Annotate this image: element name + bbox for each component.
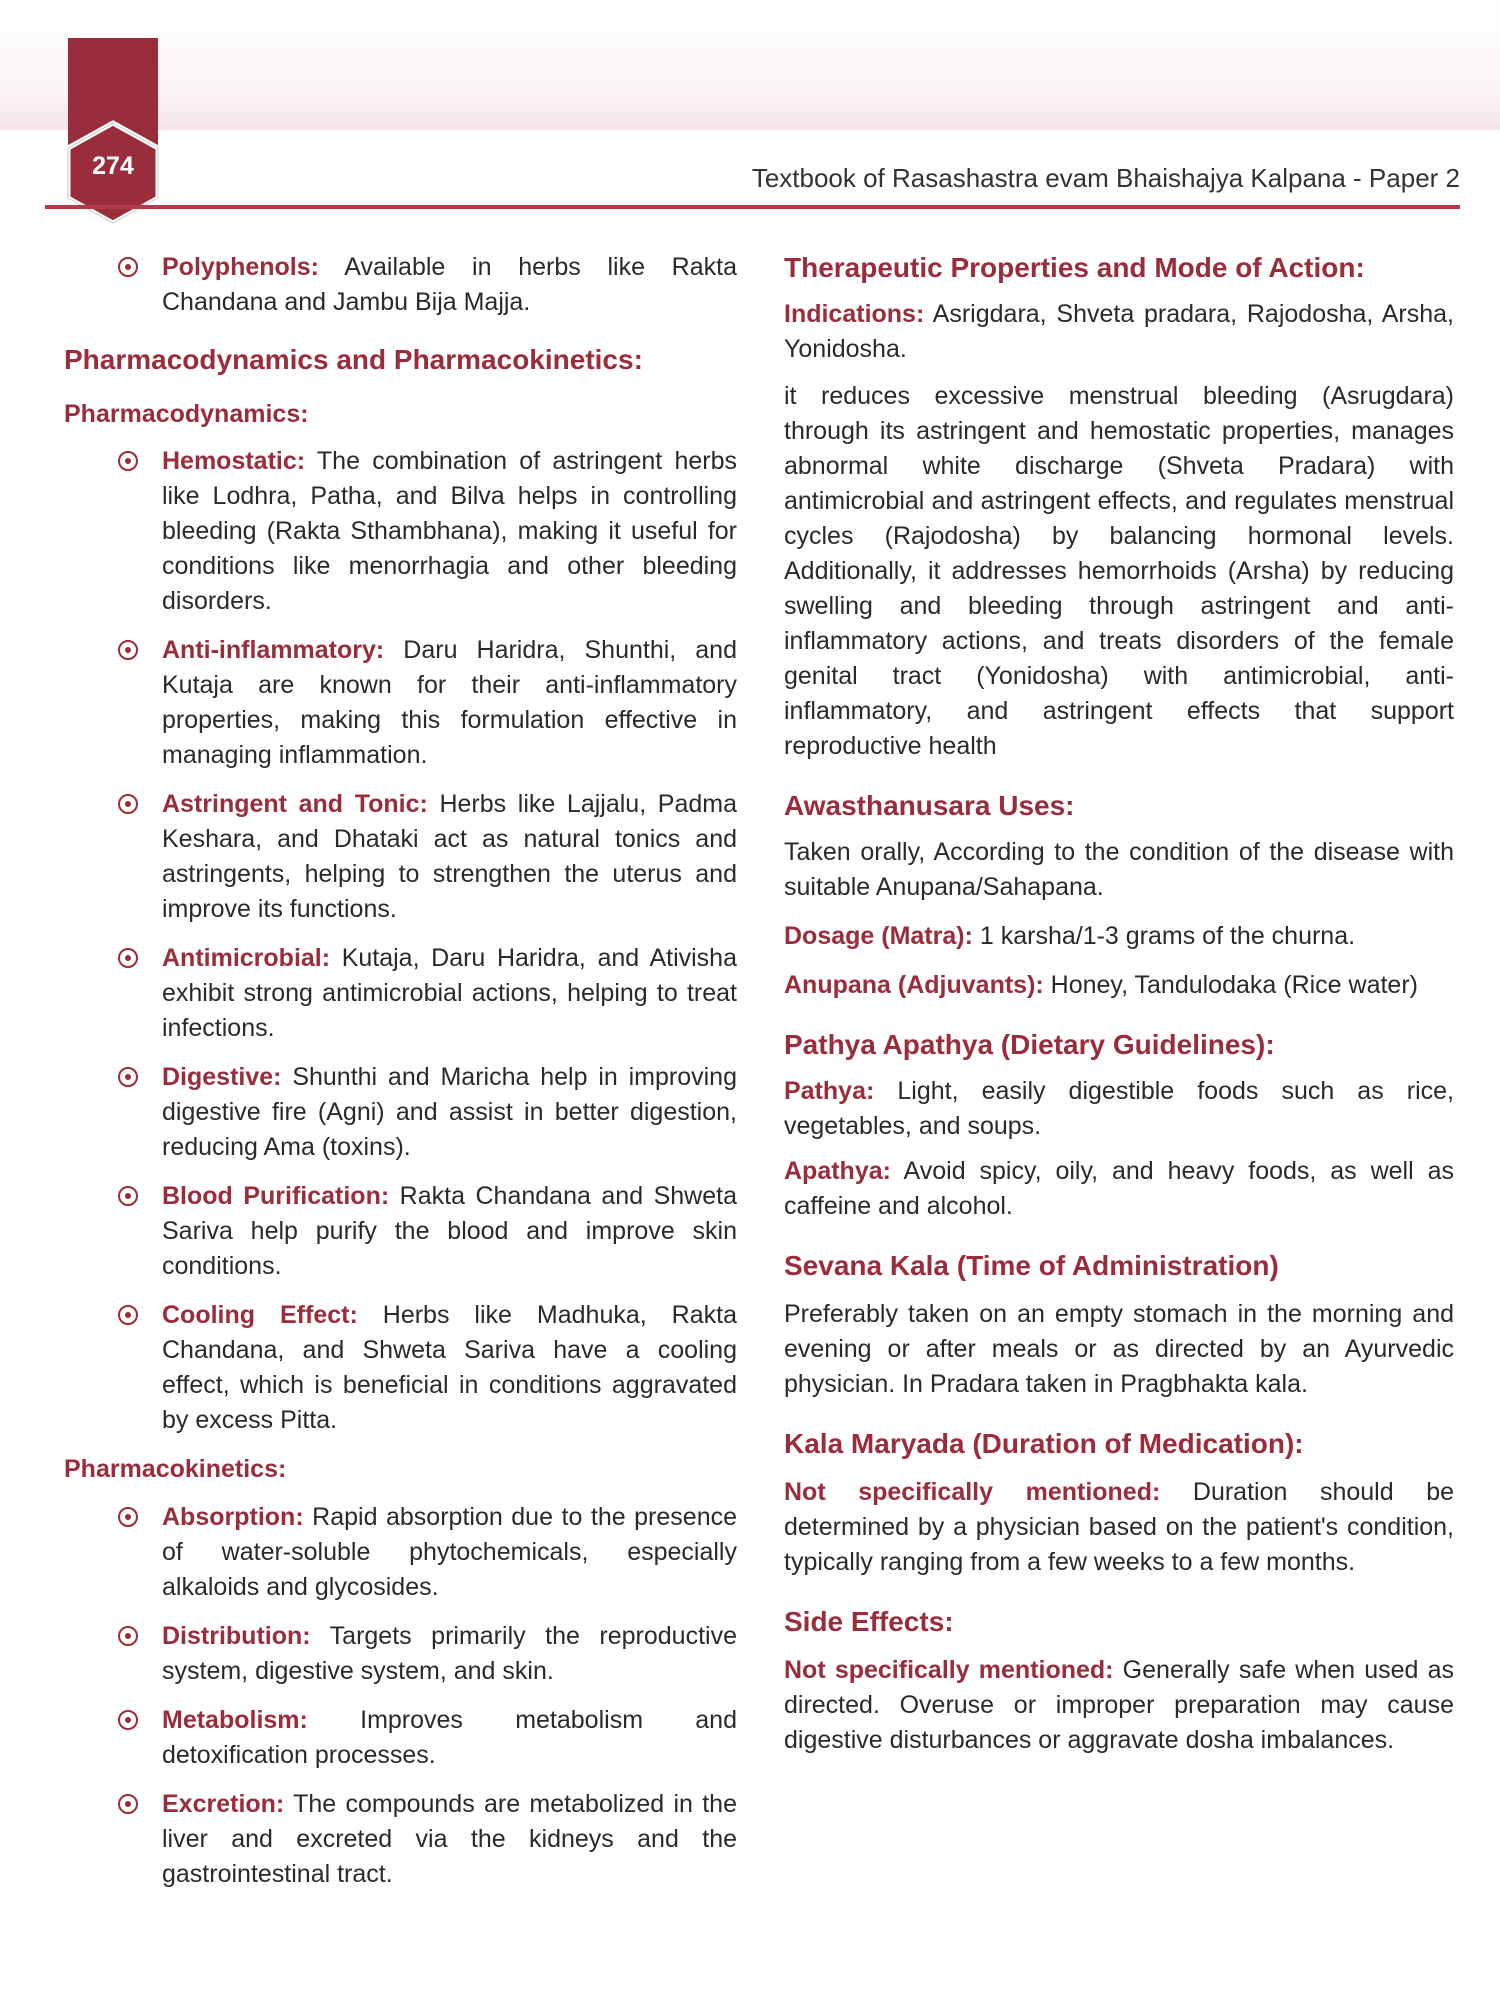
pharmacokinetics-heading: Pharmacokinetics:: [64, 1455, 287, 1484]
dynamics-item: Blood Purification: Rakta Chandana and Shweta Sariva help purify the blood and improve skin conditions.: [64, 1179, 737, 1284]
pathya-heading: Pathya Apathya (Dietary Guidelines):: [784, 1029, 1275, 1060]
dynamics-item: Hemostatic: The combination of astringent herbs like Lodhra, Patha, and Bilva helps in controlling bleeding (Rakta Sthambhana), making it useful for conditions like menorrhagia and other bleeding disorders.: [64, 444, 737, 619]
kinetics-item: Distribution: Targets primarily the reproductive system, digestive system, and skin.: [64, 1619, 737, 1689]
awasthanusara-paragraph: Taken orally, According to the condition of the disease with suitable Anupana/Sahapana.: [784, 838, 1454, 901]
bullet-icon: [118, 640, 138, 660]
pathya-paragraph: Pathya: Light, easily digestible foods such as rice, vegetables, and soups.: [784, 1077, 1454, 1140]
bullet-icon: [118, 1305, 138, 1325]
page-number: 274: [92, 152, 134, 180]
bullet-icon: [118, 1067, 138, 1087]
bullet-icon: [118, 794, 138, 814]
book-title: Textbook of Rasashastra evam Bhaishajya Kalpana - Paper 2: [751, 163, 1460, 193]
apathya-paragraph: Apathya: Avoid spicy, oily, and heavy foods, as well as caffeine and alcohol.: [784, 1157, 1454, 1220]
sevana-heading: Sevana Kala (Time of Administration): [784, 1250, 1279, 1281]
kala-paragraph: Not specifically mentioned: Duration should be determined by a physician based on the patient's condition, typically ranging from a few weeks to a few months.: [784, 1478, 1454, 1576]
bullet-icon: [118, 1710, 138, 1730]
dosage-paragraph: Dosage (Matra): 1 karsha/1-3 grams of the churna.: [784, 922, 1356, 950]
therapeutic-heading: Therapeutic Properties and Mode of Action:: [784, 252, 1365, 283]
kinetics-item: Metabolism: Improves metabolism and detoxification processes.: [64, 1703, 737, 1773]
dynamics-item: Digestive: Shunthi and Maricha help in improving digestive fire (Agni) and assist in better digestion, reducing Ama (toxins).: [64, 1060, 737, 1165]
dynamics-item: Astringent and Tonic: Herbs like Lajjalu, Padma Keshara, and Dhataki act as natural tonics and astringents, helping to strengthen the uterus and improve its functions.: [64, 787, 737, 927]
kinetics-item: Excretion: The compounds are metabolized in the liver and excreted via the kidneys and the gastrointestinal tract.: [64, 1787, 737, 1892]
dynamics-item: Antimicrobial: Kutaja, Daru Haridra, and Ativisha exhibit strong antimicrobial actions, helping to treat infections.: [64, 941, 737, 1046]
side-effects-paragraph: Not specifically mentioned: Generally safe when used as directed. Overuse or improper preparation may cause digestive disturbances or aggravate dosha imbalances.: [784, 1656, 1455, 1754]
anupana-paragraph: Anupana (Adjuvants): Honey, Tandulodaka (Rice water): [784, 971, 1418, 999]
mode-of-action-paragraph: it reduces excessive menstrual bleeding (Asrugdara) through its astringent and hemostatic properties, manages abnormal white discharge (Shveta Pradara) with antimicrobial and astringent effects, and regulates menstrual cycles (Rajodosha) by balancing hormonal levels. Additionally, it addresses hemorrhoids (Arsha) by reducing swelling and bleeding through astringent and anti-inflammatory actions, and treats disorders of the female genital tract (Yonidosha) with antimicrobial, anti-inflammatory, and astringent effects that support reproductive health: [784, 382, 1454, 760]
kala-heading: Kala Maryada (Duration of Medication):: [784, 1428, 1304, 1459]
awasthanusara-heading: Awasthanusara Uses:: [784, 790, 1075, 821]
indications-paragraph: Indications: Asrigdara, Shveta pradara, Rajodosha, Arsha, Yonidosha.: [784, 300, 1454, 363]
side-effects-heading: Side Effects:: [784, 1606, 954, 1637]
bullet-icon: [118, 1794, 138, 1814]
right-column: [784, 250, 1454, 1758]
bullet-icon: [118, 948, 138, 968]
header-divider: [45, 205, 1460, 209]
dynamics-item: Anti-inflammatory: Daru Haridra, Shunthi, and Kutaja are known for their anti-inflammatory properties, making this formulation effective in managing inflammation.: [64, 633, 737, 773]
pharmacodynamics-heading: Pharmacodynamics:: [64, 400, 309, 428]
left-column: [64, 250, 737, 1892]
sevana-paragraph: Preferably taken on an empty stomach in the morning and evening or after meals or as directed by an Ayurvedic physician. In Pradara taken in Pragbhakta kala.: [784, 1300, 1454, 1398]
header-band: [0, 0, 1500, 130]
bullet-icon: [118, 1626, 138, 1646]
kinetics-item: Absorption: Rapid absorption due to the presence of water-soluble phytochemicals, especially alkaloids and glycosides.: [64, 1500, 737, 1605]
pharma-heading: Pharmacodynamics and Pharmacokinetics:: [64, 344, 643, 375]
bullet-icon: [118, 451, 138, 471]
bullet-icon: [118, 257, 138, 277]
dynamics-item: Cooling Effect: Herbs like Madhuka, Rakta Chandana, and Shweta Sariva have a cooling effect, which is beneficial in conditions aggravated by excess Pitta.: [64, 1298, 737, 1438]
bullet-icon: [118, 1507, 138, 1527]
bullet-icon: [118, 1186, 138, 1206]
polyphenols-item: Polyphenols: Available in herbs like Rakta Chandana and Jambu Bija Majja.: [64, 250, 737, 320]
